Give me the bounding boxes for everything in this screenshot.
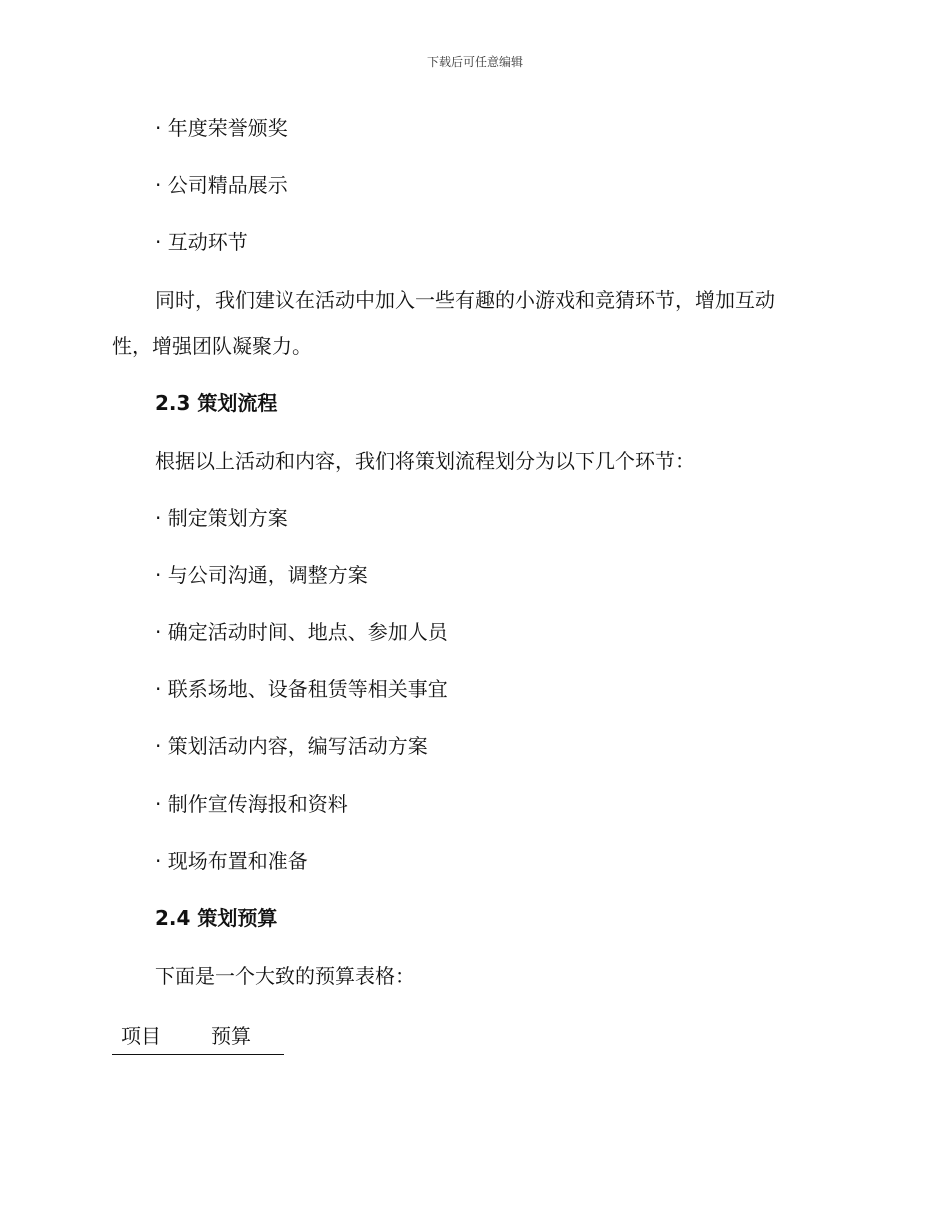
list-item-step: · 现场布置和准备: [155, 849, 308, 873]
list-item-step: · 制作宣传海报和资料: [155, 792, 348, 816]
paragraph-line: 同时，我们建议在活动中加入一些有趣的小游戏和竞猜环节，增加互动: [155, 288, 775, 312]
paragraph-line: 性，增强团队凝聚力。: [112, 334, 312, 358]
list-item-interaction: · 互动环节: [155, 230, 248, 254]
list-item-step: · 策划活动内容，编写活动方案: [155, 734, 428, 758]
table-header-item: 项目: [121, 1024, 161, 1048]
section-heading-2-3: 2.3 策划流程: [155, 391, 278, 415]
list-item-step: · 确定活动时间、地点、参加人员: [155, 620, 448, 644]
section-heading-2-4: 2.4 策划预算: [155, 906, 278, 930]
budget-table: [112, 1022, 284, 1055]
list-item-step: · 联系场地、设备租赁等相关事宜: [155, 677, 448, 701]
paragraph: 下面是一个大致的预算表格：: [155, 964, 415, 988]
list-item-step: · 制定策划方案: [155, 506, 288, 530]
list-item-product-showcase: · 公司精品展示: [155, 173, 288, 197]
page-header: 下载后可任意编辑: [426, 55, 523, 69]
list-item-step: · 与公司沟通，调整方案: [155, 563, 368, 587]
list-item-honor-award: · 年度荣誉颁奖: [155, 116, 288, 140]
table-header-budget: 预算: [211, 1024, 251, 1048]
paragraph: 根据以上活动和内容，我们将策划流程划分为以下几个环节：: [155, 449, 695, 473]
